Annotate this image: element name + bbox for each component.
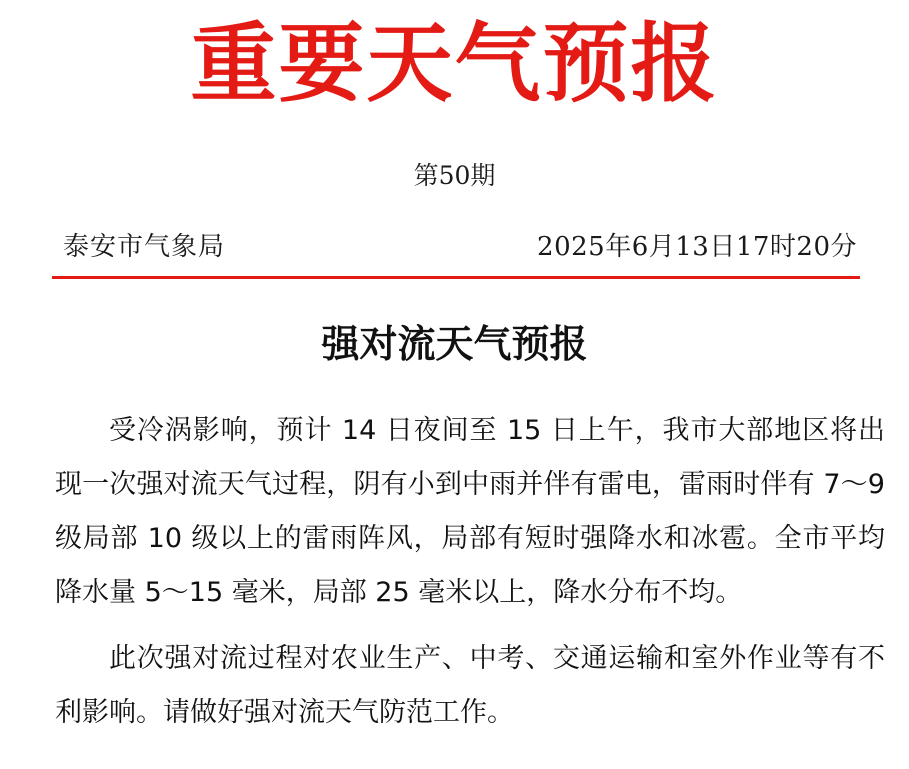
bulletin-title: 重要天气预报 — [190, 13, 719, 114]
red-divider — [52, 276, 860, 279]
body-paragraph: 受冷涡影响，预计 14 日夜间至 15 日上午，我市大部地区将出现一次强对流天气过程，阴有小到中雨并伴有雷电，雷雨时伴有 7～9 级局部 10 级以上的雷雨阵风，局部有短时强降水和冰雹。全市平均降水量 5～15 毫米，局部 25 毫米以上，降水分布不均。 — [55, 415, 885, 608]
issuing-agency: 泰安市气象局 — [63, 232, 226, 262]
issue-datetime: 2025年6月13日17时20分 — [537, 232, 857, 262]
issue-number: 第50期 — [413, 161, 496, 190]
article-headline: 强对流天气预报 — [321, 322, 588, 366]
body-paragraph: 此次强对流过程对农业生产、中考、交通运输和室外作业等有不利影响。请做好强对流天气防范工作。 — [55, 643, 885, 728]
